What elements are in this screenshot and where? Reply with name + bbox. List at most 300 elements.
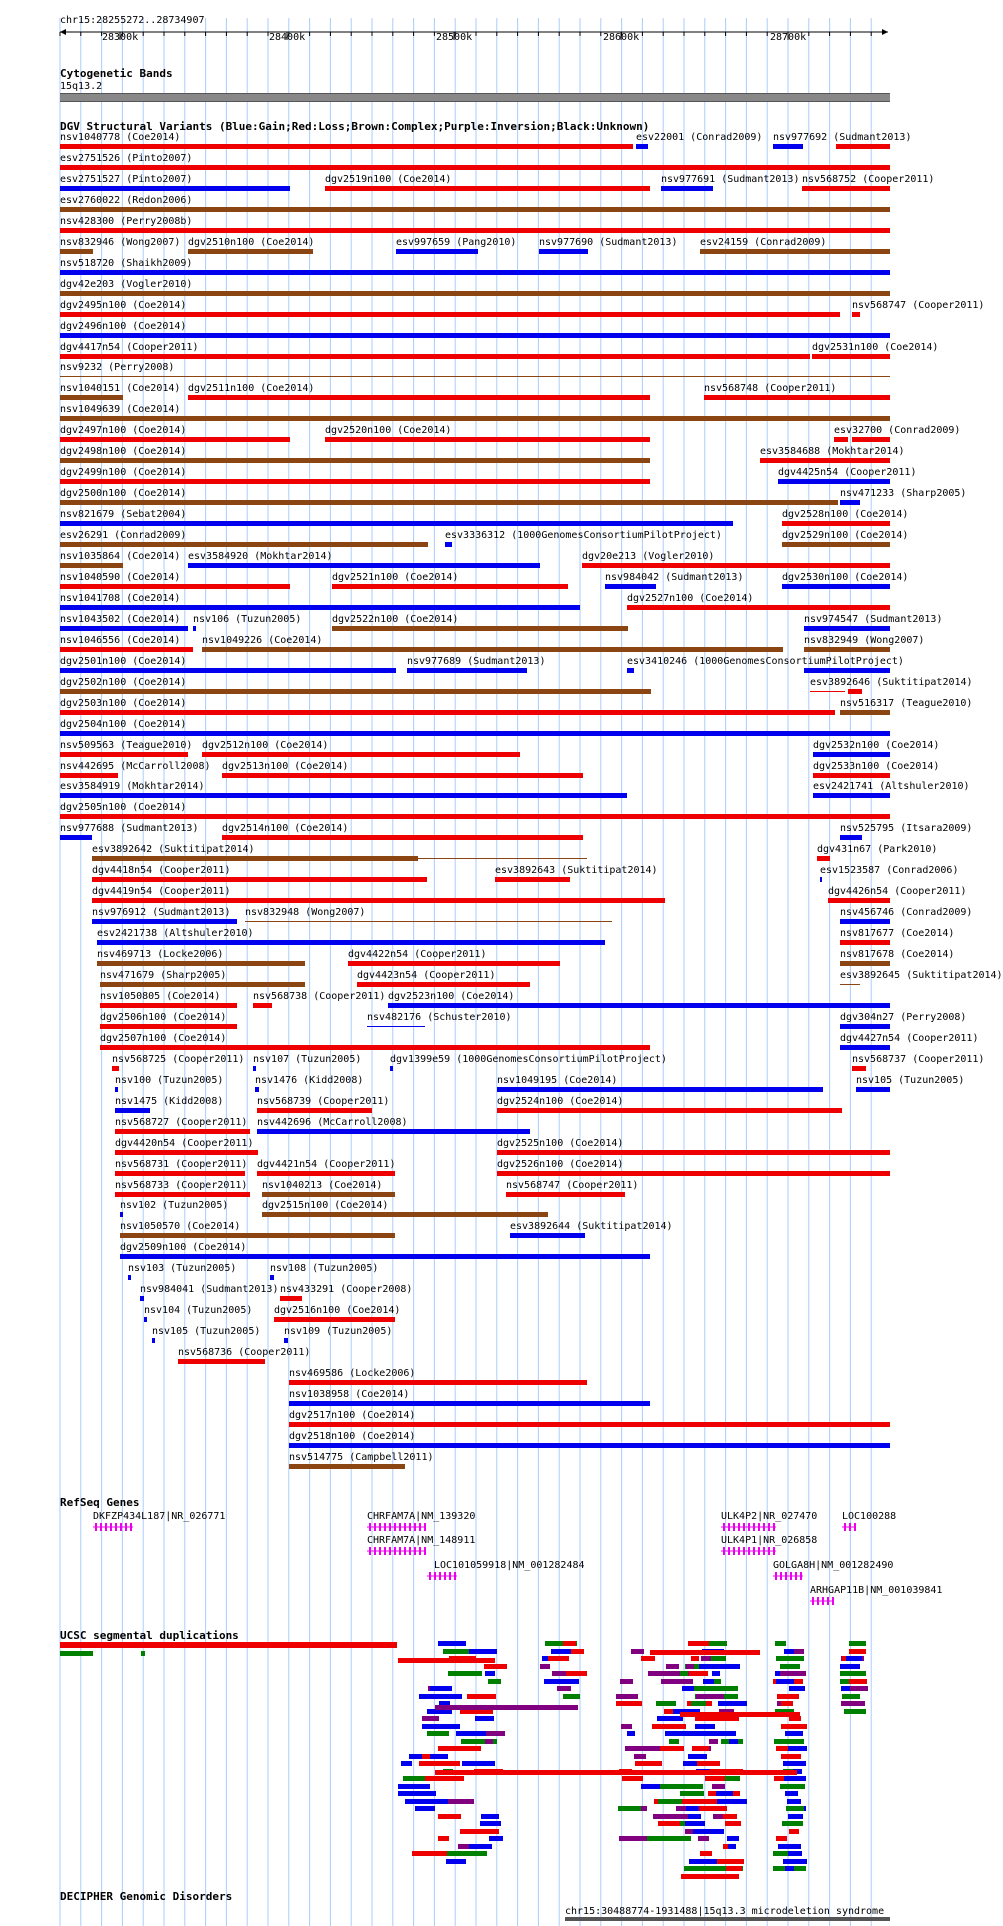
segdup-feature[interactable] <box>789 1776 806 1781</box>
segdup-feature[interactable] <box>788 1746 807 1751</box>
sv-feature-bar[interactable] <box>60 437 290 442</box>
sv-feature-label[interactable]: nsv1043502 (Coe2014) <box>60 613 181 625</box>
sv-feature-label[interactable]: dgv2495n100 (Coe2014) <box>60 299 187 311</box>
segdup-feature[interactable] <box>849 1649 866 1654</box>
sv-feature-bar[interactable] <box>60 228 890 233</box>
segdup-feature[interactable] <box>665 1731 709 1736</box>
sv-feature-bar[interactable] <box>92 856 418 861</box>
sv-feature-label[interactable]: esv2751526 (Pinto2007) <box>60 152 193 164</box>
segdup-feature[interactable] <box>401 1761 412 1766</box>
sv-feature-label[interactable]: nsv832948 (Wong2007) <box>245 907 366 919</box>
sv-feature-label[interactable]: dgv2510n100 (Coe2014) <box>188 236 315 248</box>
segdup-feature[interactable] <box>689 1671 708 1676</box>
segdup-feature[interactable] <box>485 1739 493 1744</box>
segdup-feature[interactable] <box>694 1686 709 1691</box>
sv-feature-bar[interactable] <box>817 856 830 861</box>
segdup-feature[interactable] <box>484 1664 507 1669</box>
segdup-feature[interactable] <box>697 1874 739 1879</box>
sv-feature-label[interactable]: dgv4418n54 (Cooper2011) <box>92 865 231 877</box>
sv-feature-label[interactable]: nsv568748 (Cooper2011) <box>704 383 837 395</box>
sv-feature-bar[interactable] <box>60 668 396 673</box>
segdup-feature[interactable] <box>616 1701 642 1706</box>
segdup-feature[interactable] <box>620 1679 633 1684</box>
sv-feature-label[interactable]: nsv469713 (Locke2006) <box>97 949 224 961</box>
sv-feature-label[interactable]: dgv2496n100 (Coe2014) <box>60 320 187 332</box>
sv-feature-label[interactable]: dgv304n27 (Perry2008) <box>840 1011 967 1023</box>
segdup-feature[interactable] <box>634 1754 646 1759</box>
sv-feature-label[interactable]: nsv568727 (Cooper2011) <box>115 1116 248 1128</box>
sv-feature-label[interactable]: dgv2516n100 (Coe2014) <box>274 1305 401 1317</box>
segdup-feature[interactable] <box>781 1754 801 1759</box>
segdup-feature[interactable] <box>661 1679 693 1684</box>
sv-feature-label[interactable]: esv2751527 (Pinto2007) <box>60 173 193 185</box>
sv-feature-label[interactable]: nsv1040213 (Coe2014) <box>262 1179 383 1191</box>
sv-feature-bar[interactable] <box>582 563 890 568</box>
sv-feature-label[interactable]: dgv2524n100 (Coe2014) <box>497 1095 624 1107</box>
segdup-feature[interactable] <box>440 1851 487 1856</box>
sv-feature-bar[interactable] <box>60 542 428 547</box>
segdup-feature[interactable] <box>435 1770 797 1775</box>
segdup-feature[interactable] <box>488 1679 501 1684</box>
segdup-feature[interactable] <box>405 1799 448 1804</box>
sv-feature-label[interactable]: nsv1475 (Kidd2008) <box>115 1095 224 1107</box>
gene-model[interactable] <box>721 1545 780 1557</box>
segdup-feature[interactable] <box>780 1671 806 1676</box>
sv-feature-label[interactable]: esv2760022 (Redon2006) <box>60 194 193 206</box>
sv-feature-label[interactable]: dgv2518n100 (Coe2014) <box>289 1430 416 1442</box>
sv-feature-label[interactable]: nsv568733 (Cooper2011) <box>115 1179 248 1191</box>
sv-feature-label[interactable]: nsv103 (Tuzun2005) <box>128 1263 237 1275</box>
segdup-feature[interactable] <box>141 1651 145 1656</box>
segdup-feature[interactable] <box>782 1821 803 1826</box>
sv-feature-bar[interactable] <box>144 1317 147 1322</box>
sv-feature-label[interactable]: nsv1038958 (Coe2014) <box>289 1389 410 1400</box>
sv-feature-label[interactable]: nsv1049226 (Coe2014) <box>202 634 323 646</box>
decipher-feature-bar[interactable] <box>565 1917 890 1921</box>
segdup-feature[interactable] <box>456 1799 474 1804</box>
sv-feature-bar[interactable] <box>813 793 890 798</box>
sv-feature-bar[interactable] <box>804 626 890 631</box>
sv-feature-label[interactable]: nsv568752 (Cooper2011) <box>802 173 935 185</box>
sv-feature-bar[interactable] <box>188 395 650 400</box>
sv-feature-bar[interactable] <box>367 1026 425 1027</box>
sv-feature-bar[interactable] <box>245 921 612 922</box>
sv-feature-bar[interactable] <box>60 270 890 275</box>
sv-feature-bar[interactable] <box>506 1192 625 1197</box>
sv-feature-label[interactable]: nsv1041708 (Coe2014) <box>60 592 181 604</box>
sv-feature-bar[interactable] <box>100 1024 237 1029</box>
sv-feature-label[interactable]: nsv471679 (Sharp2005) <box>100 970 227 981</box>
sv-feature-bar[interactable] <box>856 1087 890 1092</box>
segdup-feature[interactable] <box>703 1679 714 1684</box>
sv-feature-label[interactable]: dgv2526n100 (Coe2014) <box>497 1158 624 1170</box>
sv-feature-label[interactable]: dgv2519n100 (Coe2014) <box>325 173 452 185</box>
segdup-feature[interactable] <box>403 1776 425 1781</box>
sv-feature-bar[interactable] <box>848 689 862 694</box>
sv-feature-label[interactable]: esv3892643 (Suktitipat2014) <box>495 865 658 877</box>
segdup-feature[interactable] <box>427 1731 449 1736</box>
segdup-feature[interactable] <box>713 1814 723 1819</box>
sv-feature-bar[interactable] <box>60 395 123 400</box>
segdup-feature[interactable] <box>686 1806 698 1811</box>
segdup-feature[interactable] <box>430 1686 452 1691</box>
sv-feature-bar[interactable] <box>820 877 822 882</box>
sv-feature-label[interactable]: nsv1050805 (Coe2014) <box>100 990 221 1002</box>
segdup-feature[interactable] <box>419 1694 451 1699</box>
segdup-feature[interactable] <box>652 1724 686 1729</box>
segdup-feature[interactable] <box>783 1859 807 1864</box>
sv-feature-bar[interactable] <box>188 563 540 568</box>
sv-feature-label[interactable]: esv3892642 (Suktitipat2014) <box>92 844 255 856</box>
sv-feature-label[interactable]: esv997659 (Pang2010) <box>396 236 517 248</box>
sv-feature-label[interactable]: esv3892646 (Suktitipat2014) <box>810 676 973 688</box>
segdup-feature[interactable] <box>544 1679 579 1684</box>
sv-feature-label[interactable]: esv3892645 (Suktitipat2014) <box>840 970 1003 981</box>
sv-feature-label[interactable]: nsv456746 (Conrad2009) <box>840 907 973 919</box>
gene-model[interactable] <box>773 1570 807 1582</box>
sv-feature-label[interactable]: nsv102 (Tuzun2005) <box>120 1200 229 1212</box>
sv-feature-label[interactable]: nsv433291 (Cooper2008) <box>280 1284 413 1296</box>
sv-feature-bar[interactable] <box>396 249 478 254</box>
segdup-feature[interactable] <box>776 1656 804 1661</box>
sv-feature-bar[interactable] <box>418 858 587 859</box>
segdup-feature[interactable] <box>435 1705 578 1710</box>
sv-feature-bar[interactable] <box>840 961 890 966</box>
sv-feature-label[interactable]: dgv2525n100 (Coe2014) <box>497 1137 624 1149</box>
sv-feature-bar[interactable] <box>92 877 427 882</box>
sv-feature-bar[interactable] <box>700 249 890 254</box>
sv-feature-label[interactable]: nsv977691 (Sudmant2013) <box>661 173 800 185</box>
sv-feature-bar[interactable] <box>510 1233 585 1238</box>
segdup-feature[interactable] <box>785 1866 794 1871</box>
segdup-feature[interactable] <box>789 1686 805 1691</box>
segdup-feature[interactable] <box>557 1686 571 1691</box>
sv-feature-label[interactable]: esv32700 (Conrad2009) <box>834 425 961 437</box>
sv-feature-bar[interactable] <box>60 584 290 589</box>
sv-feature-label[interactable]: esv24159 (Conrad2009) <box>700 236 827 248</box>
gene-label[interactable]: ARHGAP11B|NM_001039841 <box>810 1585 943 1596</box>
segdup-feature[interactable] <box>666 1664 679 1669</box>
sv-feature-bar[interactable] <box>120 1233 395 1238</box>
sv-feature-bar[interactable] <box>60 731 890 736</box>
segdup-feature[interactable] <box>621 1724 632 1729</box>
sv-feature-bar[interactable] <box>112 1066 119 1071</box>
segdup-feature[interactable] <box>784 1649 794 1654</box>
sv-feature-label[interactable]: dgv2504n100 (Coe2014) <box>60 718 187 730</box>
sv-feature-bar[interactable] <box>289 1380 587 1385</box>
segdup-feature[interactable] <box>481 1814 499 1819</box>
gene-label[interactable]: CHRFAM7A|NM_148911 <box>367 1535 476 1546</box>
sv-feature-bar[interactable] <box>840 710 890 715</box>
sv-feature-bar[interactable] <box>812 354 890 359</box>
segdup-feature[interactable] <box>60 1651 93 1656</box>
segdup-feature[interactable] <box>712 1671 720 1676</box>
sv-feature-label[interactable]: nsv525795 (Itsara2009) <box>840 823 973 835</box>
sv-feature-bar[interactable] <box>627 668 634 673</box>
sv-feature-label[interactable]: dgv2528n100 (Coe2014) <box>782 509 909 521</box>
sv-feature-label[interactable]: nsv1035864 (Coe2014) <box>60 551 181 562</box>
sv-feature-bar[interactable] <box>280 1296 302 1301</box>
segdup-feature[interactable] <box>726 1866 742 1871</box>
sv-feature-label[interactable]: nsv977692 (Sudmant2013) <box>773 132 912 143</box>
segdup-feature[interactable] <box>489 1836 503 1841</box>
sv-feature-bar[interactable] <box>289 1464 405 1469</box>
segdup-feature[interactable] <box>696 1694 724 1699</box>
segdup-feature[interactable] <box>785 1731 803 1736</box>
sv-feature-bar[interactable] <box>840 984 860 985</box>
segdup-feature[interactable] <box>780 1664 800 1669</box>
sv-feature-label[interactable]: nsv105 (Tuzun2005) <box>856 1074 965 1086</box>
segdup-feature[interactable] <box>700 1851 712 1856</box>
sv-feature-bar[interactable] <box>852 1066 866 1071</box>
segdup-feature[interactable] <box>689 1859 717 1864</box>
sv-feature-bar[interactable] <box>178 1359 265 1364</box>
sv-feature-label[interactable]: esv2421741 (Altshuler2010) <box>813 781 970 793</box>
sv-feature-label[interactable]: nsv568738 (Cooper2011) <box>253 990 386 1002</box>
sv-feature-label[interactable]: dgv2514n100 (Coe2014) <box>222 823 349 835</box>
segdup-feature[interactable] <box>680 1671 688 1676</box>
sv-feature-label[interactable]: dgv2533n100 (Coe2014) <box>813 760 940 772</box>
sv-feature-label[interactable]: nsv568737 (Cooper2011) <box>852 1053 985 1065</box>
segdup-feature[interactable] <box>781 1701 793 1706</box>
sv-feature-label[interactable]: dgv2529n100 (Coe2014) <box>782 530 909 542</box>
sv-feature-bar[interactable] <box>289 1422 890 1427</box>
sv-feature-bar[interactable] <box>255 1087 259 1092</box>
sv-feature-label[interactable]: nsv1476 (Kidd2008) <box>255 1074 364 1086</box>
segdup-feature[interactable] <box>684 1791 699 1796</box>
gene-label[interactable]: DKFZP434L187|NR_026771 <box>93 1511 226 1522</box>
sv-feature-label[interactable]: nsv105 (Tuzun2005) <box>152 1326 261 1338</box>
gene-model[interactable] <box>810 1595 838 1607</box>
segdup-feature[interactable] <box>699 1664 740 1669</box>
sv-feature-bar[interactable] <box>813 752 890 757</box>
segdup-feature[interactable] <box>786 1679 794 1684</box>
sv-feature-bar[interactable] <box>284 1338 288 1343</box>
sv-feature-label[interactable]: nsv832946 (Wong2007) <box>60 236 181 248</box>
sv-feature-bar[interactable] <box>222 835 583 840</box>
sv-feature-bar[interactable] <box>60 626 188 631</box>
sv-feature-label[interactable]: nsv974547 (Sudmant2013) <box>804 613 943 625</box>
sv-feature-bar[interactable] <box>804 647 890 652</box>
segdup-feature[interactable] <box>647 1836 691 1841</box>
sv-feature-label[interactable]: dgv4419n54 (Cooper2011) <box>92 886 231 898</box>
sv-feature-label[interactable]: nsv106 (Tuzun2005) <box>193 613 302 625</box>
sv-feature-bar[interactable] <box>60 207 890 212</box>
segdup-feature[interactable] <box>684 1866 721 1871</box>
segdup-feature[interactable] <box>691 1656 699 1661</box>
segdup-feature[interactable] <box>627 1731 635 1736</box>
sv-feature-bar[interactable] <box>495 877 570 882</box>
sv-feature-bar[interactable] <box>60 479 650 484</box>
segdup-feature[interactable] <box>842 1694 860 1699</box>
sv-feature-bar[interactable] <box>60 333 890 338</box>
sv-feature-bar[interactable] <box>539 249 588 254</box>
sv-feature-bar[interactable] <box>60 376 890 377</box>
sv-feature-bar[interactable] <box>852 437 890 442</box>
segdup-feature[interactable] <box>844 1709 866 1714</box>
sv-feature-label[interactable]: dgv2501n100 (Coe2014) <box>60 655 187 667</box>
sv-feature-bar[interactable] <box>60 165 890 170</box>
sv-feature-bar[interactable] <box>840 835 862 840</box>
sv-feature-label[interactable]: nsv984042 (Sudmant2013) <box>605 571 744 583</box>
segdup-feature[interactable] <box>685 1821 705 1826</box>
segdup-feature[interactable] <box>653 1814 689 1819</box>
sv-feature-bar[interactable] <box>840 940 890 945</box>
segdup-feature[interactable] <box>641 1656 655 1661</box>
sv-feature-bar[interactable] <box>60 521 733 526</box>
sv-feature-label[interactable]: esv26291 (Conrad2009) <box>60 530 187 542</box>
sv-feature-bar[interactable] <box>202 752 520 757</box>
gene-label[interactable]: LOC100288 <box>842 1511 897 1522</box>
sv-feature-label[interactable]: esv2421738 (Altshuler2010) <box>97 928 254 940</box>
sv-feature-bar[interactable] <box>782 521 890 526</box>
segdup-feature[interactable] <box>552 1671 566 1676</box>
sv-feature-bar[interactable] <box>257 1171 395 1176</box>
segdup-feature[interactable] <box>686 1664 694 1669</box>
sv-feature-label[interactable]: nsv817677 (Coe2014) <box>840 928 955 940</box>
segdup-feature[interactable] <box>718 1701 747 1706</box>
sv-feature-label[interactable]: nsv9232 (Perry2008) <box>60 362 175 374</box>
sv-feature-bar[interactable] <box>97 940 605 945</box>
segdup-feature[interactable] <box>709 1739 718 1744</box>
sv-feature-label[interactable]: dgv2522n100 (Coe2014) <box>332 613 459 625</box>
sv-feature-label[interactable]: dgv2521n100 (Coe2014) <box>332 571 459 583</box>
sv-feature-bar[interactable] <box>60 835 92 840</box>
sv-feature-bar[interactable] <box>100 1045 650 1050</box>
sv-feature-label[interactable]: esv1523587 (Conrad2006) <box>820 865 959 877</box>
segdup-feature[interactable] <box>650 1650 760 1655</box>
sv-feature-bar[interactable] <box>60 249 93 254</box>
sv-feature-bar[interactable] <box>92 919 237 924</box>
segdup-feature[interactable] <box>422 1724 460 1729</box>
sv-feature-bar[interactable] <box>60 752 188 757</box>
sv-feature-label[interactable]: nsv442695 (McCarroll2008) <box>60 760 211 772</box>
sv-feature-label[interactable]: nsv469586 (Locke2006) <box>289 1368 416 1380</box>
sv-feature-bar[interactable] <box>289 1443 890 1448</box>
segdup-feature[interactable] <box>688 1754 707 1759</box>
sv-feature-label[interactable]: dgv4423n54 (Cooper2011) <box>357 970 496 981</box>
sv-feature-label[interactable]: nsv1046556 (Coe2014) <box>60 634 181 646</box>
segdup-feature[interactable] <box>656 1701 676 1706</box>
sv-feature-label[interactable]: nsv107 (Tuzun2005) <box>253 1053 362 1065</box>
segdup-feature[interactable] <box>776 1679 786 1684</box>
segdup-feature[interactable] <box>462 1829 499 1834</box>
segdup-feature[interactable] <box>693 1829 724 1834</box>
segdup-feature[interactable] <box>625 1746 660 1751</box>
segdup-feature[interactable] <box>462 1761 495 1766</box>
sv-feature-bar[interactable] <box>840 1045 890 1050</box>
segdup-feature[interactable] <box>788 1814 803 1819</box>
segdup-feature[interactable] <box>849 1641 866 1646</box>
sv-feature-label[interactable]: esv3410246 (1000GenomesConsortiumPilotProject) <box>627 655 904 667</box>
sv-feature-bar[interactable] <box>60 144 633 149</box>
segdup-feature[interactable] <box>618 1806 641 1811</box>
segdup-feature[interactable] <box>660 1784 703 1789</box>
segdup-feature[interactable] <box>422 1716 439 1721</box>
segdup-feature[interactable] <box>415 1806 435 1811</box>
gene-label[interactable]: CHRFAM7A|NM_139320 <box>367 1511 476 1522</box>
segdup-feature[interactable] <box>691 1701 706 1706</box>
sv-feature-bar[interactable] <box>802 186 890 191</box>
sv-feature-label[interactable]: nsv428300 (Perry2008b) <box>60 215 193 227</box>
segdup-feature[interactable] <box>778 1844 801 1849</box>
sv-feature-bar[interactable] <box>253 1003 272 1008</box>
sv-feature-label[interactable]: dgv2530n100 (Coe2014) <box>782 571 909 583</box>
segdup-feature[interactable] <box>840 1664 860 1669</box>
sv-feature-label[interactable]: esv3584688 (Mokhtar2014) <box>760 446 905 458</box>
sv-feature-label[interactable]: dgv4417n54 (Cooper2011) <box>60 341 199 353</box>
sv-feature-bar[interactable] <box>348 961 560 966</box>
sv-feature-label[interactable]: dgv4421n54 (Cooper2011) <box>257 1158 396 1170</box>
sv-feature-label[interactable]: dgv431n67 (Park2010) <box>817 844 938 856</box>
sv-feature-label[interactable]: dgv2506n100 (Coe2014) <box>100 1011 227 1023</box>
sv-feature-label[interactable]: dgv4422n54 (Cooper2011) <box>348 949 487 961</box>
segdup-feature[interactable] <box>781 1724 807 1729</box>
sv-feature-bar[interactable] <box>257 1108 372 1113</box>
sv-feature-bar[interactable] <box>262 1212 548 1217</box>
segdup-feature[interactable] <box>725 1821 741 1826</box>
sv-feature-bar[interactable] <box>497 1108 842 1113</box>
segdup-feature[interactable] <box>412 1851 447 1856</box>
segdup-feature[interactable] <box>669 1739 679 1744</box>
segdup-feature[interactable] <box>785 1791 798 1796</box>
sv-feature-label[interactable]: dgv4420n54 (Cooper2011) <box>115 1137 254 1149</box>
segdup-feature[interactable] <box>563 1694 580 1699</box>
sv-feature-label[interactable]: esv3892644 (Suktitipat2014) <box>510 1221 673 1233</box>
sv-feature-bar[interactable] <box>497 1171 890 1176</box>
sv-feature-bar[interactable] <box>60 710 835 715</box>
sv-feature-label[interactable]: dgv2520n100 (Coe2014) <box>325 425 452 437</box>
sv-feature-bar[interactable] <box>115 1108 150 1113</box>
sv-feature-label[interactable]: dgv2505n100 (Coe2014) <box>60 802 187 814</box>
sv-feature-bar[interactable] <box>332 626 628 631</box>
sv-feature-bar[interactable] <box>60 312 840 317</box>
segdup-feature[interactable] <box>774 1739 804 1744</box>
sv-feature-bar[interactable] <box>636 144 648 149</box>
sv-feature-bar[interactable] <box>497 1150 890 1155</box>
sv-feature-label[interactable]: dgv2511n100 (Coe2014) <box>188 383 315 395</box>
segdup-feature[interactable] <box>776 1836 787 1841</box>
sv-feature-bar[interactable] <box>274 1317 395 1322</box>
sv-feature-bar[interactable] <box>760 458 890 463</box>
sv-feature-bar[interactable] <box>60 814 890 819</box>
segdup-feature[interactable] <box>692 1746 709 1751</box>
segdup-feature[interactable] <box>398 1791 436 1796</box>
sv-feature-label[interactable]: nsv568731 (Cooper2011) <box>115 1158 248 1170</box>
sv-feature-label[interactable]: dgv2531n100 (Coe2014) <box>812 341 939 353</box>
segdup-feature[interactable] <box>467 1694 496 1699</box>
segdup-feature[interactable] <box>695 1724 715 1729</box>
segdup-feature[interactable] <box>483 1731 505 1736</box>
sv-feature-bar[interactable] <box>332 584 568 589</box>
sv-feature-label[interactable]: esv3584919 (Mokhtar2014) <box>60 781 205 793</box>
segdup-feature[interactable] <box>788 1851 802 1856</box>
sv-feature-bar[interactable] <box>128 1275 131 1280</box>
sv-feature-label[interactable]: nsv514775 (Campbell2011) <box>289 1451 434 1463</box>
sv-feature-bar[interactable] <box>390 1066 393 1071</box>
sv-feature-label[interactable]: dgv2497n100 (Coe2014) <box>60 425 187 437</box>
sv-feature-label[interactable]: nsv442696 (McCarroll2008) <box>257 1116 408 1128</box>
sv-feature-label[interactable]: dgv2502n100 (Coe2014) <box>60 676 187 688</box>
sv-feature-label[interactable]: dgv2499n100 (Coe2014) <box>60 467 187 479</box>
segdup-feature[interactable] <box>439 1746 481 1751</box>
sv-feature-label[interactable]: dgv1399e59 (1000GenomesConsortiumPilotProject) <box>390 1053 667 1065</box>
segdup-feature[interactable] <box>846 1656 862 1661</box>
sv-feature-label[interactable]: dgv2513n100 (Coe2014) <box>222 760 349 772</box>
sv-feature-bar[interactable] <box>836 144 890 149</box>
segdup-feature[interactable] <box>60 1642 397 1648</box>
sv-feature-label[interactable]: nsv100 (Tuzun2005) <box>115 1074 224 1086</box>
